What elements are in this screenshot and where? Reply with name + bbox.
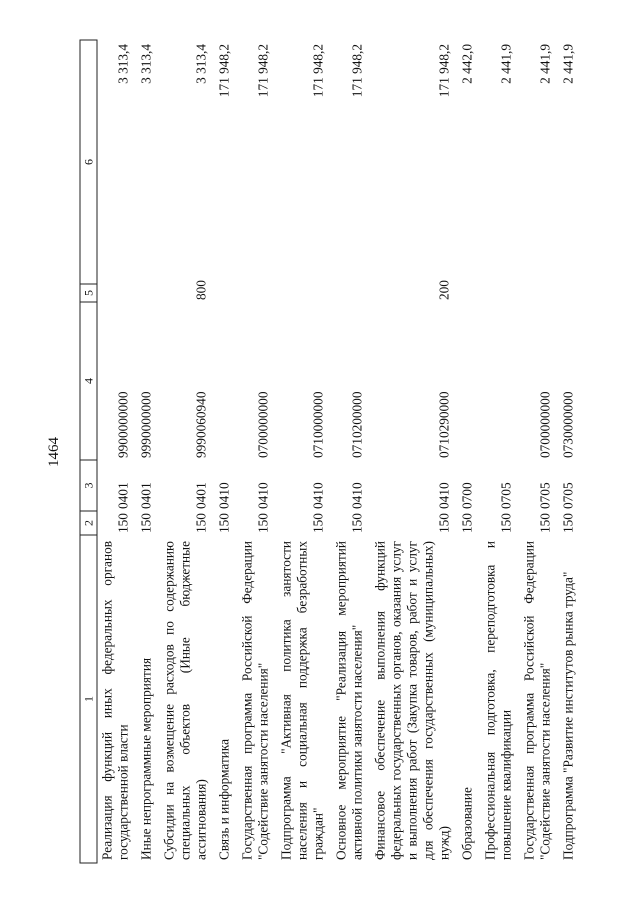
section-code: 0700	[459, 482, 474, 509]
header-row	[80, 40, 97, 863]
column-header-3: 3	[80, 460, 97, 511]
expense-type-code	[136, 284, 159, 302]
budget-table	[79, 40, 581, 864]
row-name: Подпрограмма "Активная политика занятости населения и социальная поддержка безработных граждан"	[278, 541, 325, 860]
section-code: 0401	[115, 482, 130, 509]
table-row	[480, 40, 519, 863]
table-row	[558, 40, 581, 863]
target-code: 9900000000	[115, 391, 130, 458]
section-code: 0410	[255, 482, 270, 509]
table-header	[80, 40, 97, 863]
expense-type-code	[276, 284, 331, 302]
expense-type-code: 800	[193, 280, 208, 300]
section-code: 0705	[537, 482, 552, 509]
target-code: 0710000000	[310, 391, 325, 458]
ministry-code: 150	[138, 513, 153, 533]
row-name: Подпрограмма "Развитие институтов рынка труда"	[560, 571, 575, 860]
section-code: 0401	[138, 482, 153, 509]
table-row	[214, 40, 237, 863]
ministry-code: 150	[537, 513, 552, 533]
section-code: 0410	[310, 482, 325, 509]
amount: 171 948,2	[436, 44, 451, 98]
expense-type-code	[457, 284, 480, 302]
row-name: Образование	[459, 787, 474, 860]
row-name: Финансовое обеспечение выполнения функций федеральных государственных органов, оказания услуг и выполнения работ (Закупка товаров, работ и услуг для обеспечения государственных (муниципальных) нужд)	[372, 541, 451, 860]
table-row	[159, 40, 214, 863]
ministry-code: 150	[115, 513, 130, 533]
target-code: 0700000000	[255, 391, 270, 458]
amount: 171 948,2	[310, 44, 325, 98]
ministry-code: 150	[216, 513, 231, 533]
target-code	[457, 302, 480, 460]
column-header-5: 5	[80, 284, 97, 302]
column-header-1: 1	[80, 535, 97, 863]
section-code: 0705	[560, 482, 575, 509]
ministry-code: 150	[255, 513, 270, 533]
target-code: 0730000000	[560, 391, 575, 458]
row-name: Государственная программа Российской Федерации "Содействие занятости населения"	[239, 541, 270, 860]
row-name: Реализация функций иных федеральных органов государственной власти	[99, 541, 130, 860]
row-name: Связь и информатика	[216, 738, 231, 860]
ministry-code: 150	[436, 513, 451, 533]
table-row	[331, 40, 370, 863]
table-row	[519, 40, 558, 863]
amount: 3 313,4	[138, 44, 153, 84]
amount: 2 442,0	[459, 44, 474, 84]
target-code: 0710290000	[436, 391, 451, 458]
ministry-code: 150	[349, 513, 364, 533]
target-code	[480, 302, 519, 460]
table-row	[136, 40, 159, 863]
amount: 3 313,4	[193, 44, 208, 84]
section-code: 0410	[216, 482, 231, 509]
target-code: 0710200000	[349, 391, 364, 458]
column-header-4: 4	[80, 302, 97, 460]
column-header-2: 2	[80, 511, 97, 535]
amount: 2 441,9	[537, 44, 552, 84]
expense-type-code	[480, 284, 519, 302]
ministry-code: 150	[498, 513, 513, 533]
row-name: Основное мероприятие "Реализация мероприятий активной политики занятости населения"	[333, 541, 364, 860]
target-code: 9990000000	[138, 391, 153, 458]
amount: 2 441,9	[498, 44, 513, 84]
row-name: Субсидии на возмещение расходов по содержанию специальных объектов (Иные бюджетные ассигнования)	[161, 541, 208, 860]
table-row	[97, 40, 137, 863]
ministry-code: 150	[193, 513, 208, 533]
row-name: Иные непрограммные мероприятия	[138, 657, 153, 860]
target-code: 0700000000	[537, 391, 552, 458]
expense-type-code	[97, 284, 137, 302]
amount: 171 948,2	[255, 44, 270, 98]
section-code: 0410	[349, 482, 364, 509]
section-code: 0410	[436, 482, 451, 509]
row-name: Профессиональная подготовка, переподготовка и повышение квалификации	[482, 541, 513, 860]
ministry-code: 150	[459, 513, 474, 533]
expense-type-code	[237, 284, 276, 302]
ministry-code: 150	[310, 513, 325, 533]
expense-type-code	[214, 284, 237, 302]
column-header-6: 6	[80, 40, 97, 284]
target-code	[214, 302, 237, 460]
amount: 171 948,2	[349, 44, 364, 98]
amount: 2 441,9	[560, 44, 575, 84]
table-row	[370, 40, 457, 863]
ministry-code: 150	[560, 513, 575, 533]
expense-type-code	[558, 284, 581, 302]
row-name: Государственная программа Российской Федерации "Содействие занятости населения"	[521, 541, 552, 860]
target-code: 9990060940	[193, 391, 208, 458]
table-row	[276, 40, 331, 863]
table-row	[237, 40, 276, 863]
amount: 3 313,4	[115, 44, 130, 84]
section-code: 0705	[498, 482, 513, 509]
expense-type-code: 200	[436, 280, 451, 300]
expense-type-code	[519, 284, 558, 302]
amount: 171 948,2	[216, 44, 231, 98]
table-row	[457, 40, 480, 863]
section-code: 0401	[193, 482, 208, 509]
page-number: 1464	[46, 437, 62, 467]
rotated-table-container	[79, 41, 575, 864]
expense-type-code	[331, 284, 370, 302]
